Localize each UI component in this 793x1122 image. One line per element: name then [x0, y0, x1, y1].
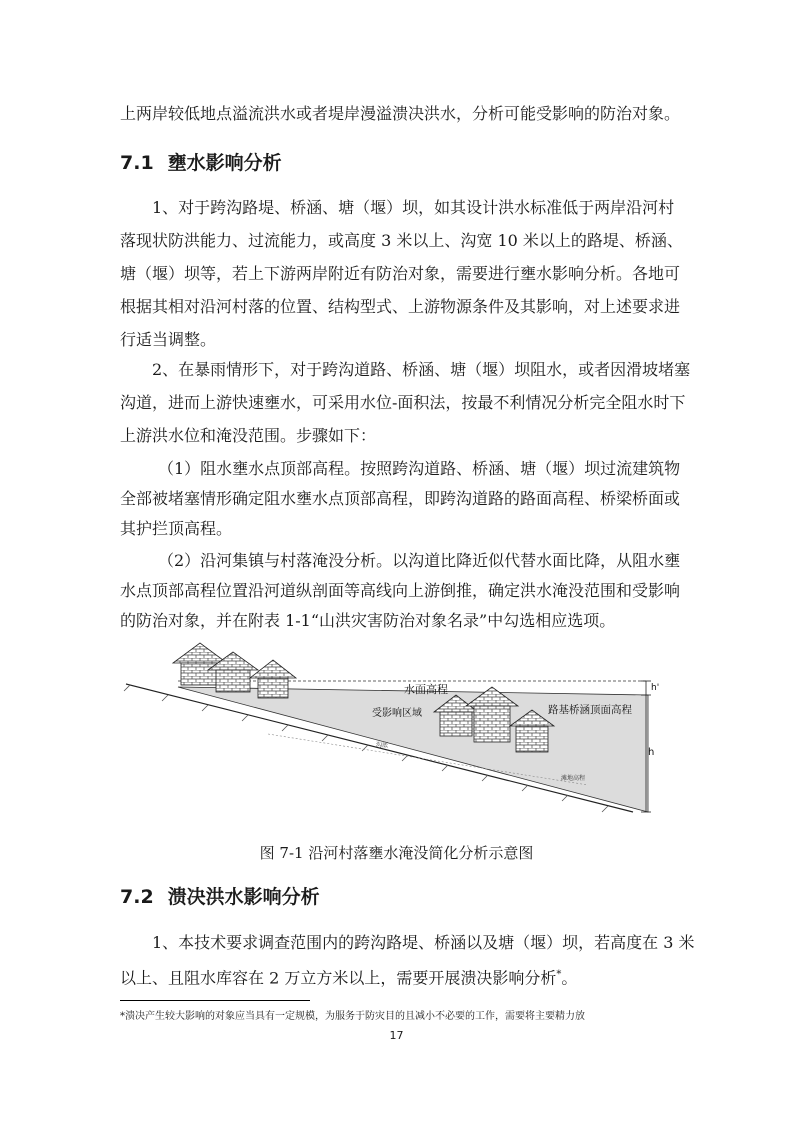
beach-elevation-label: 滩地高程 [561, 775, 586, 782]
section-heading-7-1 [120, 151, 282, 175]
paragraph-line: 1、本技术要求调查范围内的跨沟路堤、桥涵以及塘（堰）坝，若高度在 3 米 [152, 933, 695, 952]
paragraph-line: 全部被堵塞情形确定阻水壅水点顶部高程，即跨沟道路的路面高程、桥梁桥面或 [120, 489, 681, 508]
paragraph-line: 落现状防洪能力、过流能力，或高度 3 米以上、沟宽 10 米以上的路堤、桥涵、 [120, 231, 683, 250]
section-heading-7-2 [120, 885, 320, 909]
paragraph-line: 的防治对象，并在附表 1-1“山洪灾害防治对象名录”中勾选相应选项。 [120, 611, 616, 630]
paragraph-line: 根据其相对沿河村落的位置、结构型式、上游物源条件及其影响，对上述要求进 [120, 297, 681, 316]
paragraph-line [120, 965, 678, 988]
page-number: 17 [389, 1029, 404, 1042]
paragraph-line: 上游洪水位和淹没范围。步骤如下： [120, 426, 377, 445]
paragraph-line: 沟道，进而上游快速壅水，可采用水位-面积法，按最不利情况分析完全阻水时下 [120, 393, 686, 412]
bridge-top-label: 路基桥涵顶面高程 [548, 704, 632, 716]
section-title: 溃决洪水影响分析 [167, 886, 320, 908]
section-number: 7.2 [120, 886, 154, 908]
affected-area-label: 受影响区域 [372, 708, 422, 719]
paragraph-line: （2）沿河集镇与村落淹没分析。以沟道比降近似代替水面比降，从阻水壅 [158, 551, 681, 570]
intro-paragraph-line: 上两岸较低地点溢流洪水或者堤岸漫溢溃决洪水，分析可能受影响的防治对象。 [120, 104, 681, 123]
paragraph-line: 1、对于跨沟路堤、桥涵、塘（堰）坝，如其设计洪水标准低于两岸沿河村 [152, 198, 675, 217]
channel-bottom-label: 沟底 [376, 742, 389, 749]
paragraph-text: 以上、且阻水库容在 2 万立方米以上，需要开展溃决影响分析 [120, 968, 557, 988]
footnote-text: *溃决产生较大影响的对象应当具有一定规模，为服务于防灾目的且减小不必要的工作，需要将主要精力放 [120, 1011, 585, 1022]
paragraph-line: （1）阻水壅水点顶部高程。按照跨沟道路、桥涵、塘（堰）坝过流建筑物 [158, 459, 681, 478]
water-level-label: 水面高程 [404, 683, 448, 696]
footnote-marker[interactable]: * [556, 969, 562, 980]
figure-caption: 图 7-1 沿河村落壅水淹没简化分析示意图 [259, 844, 534, 862]
paragraph-line: 其护拦顶高程。 [120, 519, 233, 538]
flood-submergence-diagram [118, 640, 660, 830]
footnote-divider [120, 1000, 310, 1001]
h-prime-label: h' [651, 683, 660, 693]
h-label: h [648, 747, 655, 758]
section-number: 7.1 [120, 152, 154, 174]
paragraph-text-end: 。 [561, 968, 578, 988]
paragraph-line: 塘（堰）坝等，若上下游两岸附近有防治对象，需要进行壅水影响分析。各地可 [120, 264, 681, 283]
section-title: 壅水影响分析 [167, 152, 282, 174]
paragraph-line: 2、在暴雨情形下，对于跨沟道路、桥涵、塘（堰）坝阻水，或者因滑坡堵塞 [152, 360, 691, 379]
paragraph-line: 行适当调整。 [120, 330, 217, 349]
paragraph-line: 水点顶部高程位置沿河道纵剖面等高线向上游倒推，确定洪水淹没范围和受影响 [120, 581, 681, 600]
